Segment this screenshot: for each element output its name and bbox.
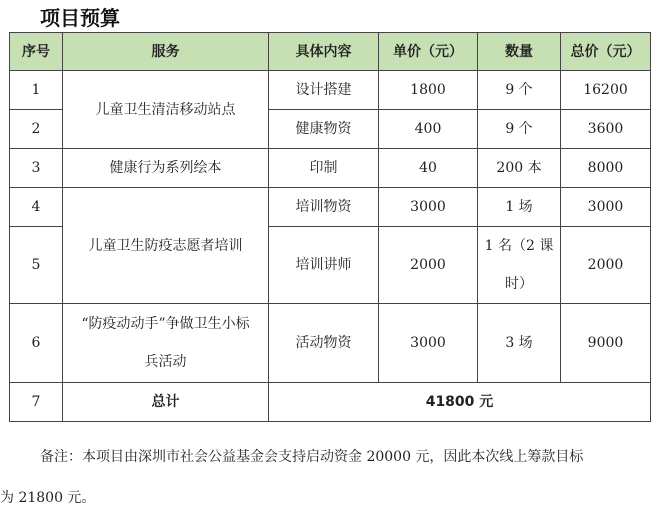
cell-total: 2000	[561, 227, 651, 304]
table-row	[10, 304, 651, 383]
cell-qty: 200 本	[478, 149, 561, 188]
cell-content: 设计搭建	[269, 71, 379, 110]
cell-no: 6	[10, 304, 63, 383]
cell-total: 16200	[561, 71, 651, 110]
cell-qty: 1 场	[478, 188, 561, 227]
cell-qty: 9 个	[478, 71, 561, 110]
cell-price: 2000	[379, 227, 478, 304]
header-qty: 数量	[478, 33, 561, 71]
cell-price: 3000	[379, 304, 478, 383]
budget-table	[9, 32, 651, 422]
cell-total: 8000	[561, 149, 651, 188]
cell-total: 9000	[561, 304, 651, 383]
cell-price: 1800	[379, 71, 478, 110]
cell-qty: 1 名（2 课时）	[478, 227, 561, 304]
total-row	[10, 383, 651, 422]
cell-content: 活动物资	[269, 304, 379, 383]
cell-content: 印制	[269, 149, 379, 188]
table-header-row	[10, 33, 651, 71]
cell-price: 40	[379, 149, 478, 188]
cell-no: 7	[10, 383, 63, 422]
table-row	[10, 188, 651, 227]
cell-service: “防疫动动手”争做卫生小标兵活动	[63, 304, 269, 383]
cell-service: 儿童卫生清洁移动站点	[63, 71, 269, 149]
page-title: 项目预算	[40, 6, 120, 30]
cell-content: 健康物资	[269, 110, 379, 149]
cell-no: 5	[10, 227, 63, 304]
cell-total: 3600	[561, 110, 651, 149]
cell-content: 培训物资	[269, 188, 379, 227]
note-line-2: 为 21800 元。	[0, 490, 96, 506]
header-service: 服务	[63, 33, 269, 71]
cell-price: 3000	[379, 188, 478, 227]
header-content: 具体内容	[269, 33, 379, 71]
cell-total: 3000	[561, 188, 651, 227]
cell-service: 儿童卫生防疫志愿者培训	[63, 188, 269, 304]
cell-no: 1	[10, 71, 63, 110]
cell-no: 4	[10, 188, 63, 227]
cell-no: 3	[10, 149, 63, 188]
cell-content: 培训讲师	[269, 227, 379, 304]
total-label: 总计	[63, 383, 269, 422]
table-row	[10, 149, 651, 188]
total-amount: 41800 元	[269, 383, 651, 422]
cell-price: 400	[379, 110, 478, 149]
cell-qty: 9 个	[478, 110, 561, 149]
cell-qty: 3 场	[478, 304, 561, 383]
cell-no: 2	[10, 110, 63, 149]
header-total: 总价（元）	[561, 33, 651, 71]
header-price: 单价（元）	[379, 33, 478, 71]
table-row	[10, 71, 651, 110]
cell-service: 健康行为系列绘本	[63, 149, 269, 188]
note-line-1: 备注：本项目由深圳市社会公益基金会支持启动资金 20000 元，因此本次线上筹款目标	[40, 449, 584, 465]
header-no: 序号	[10, 33, 63, 71]
